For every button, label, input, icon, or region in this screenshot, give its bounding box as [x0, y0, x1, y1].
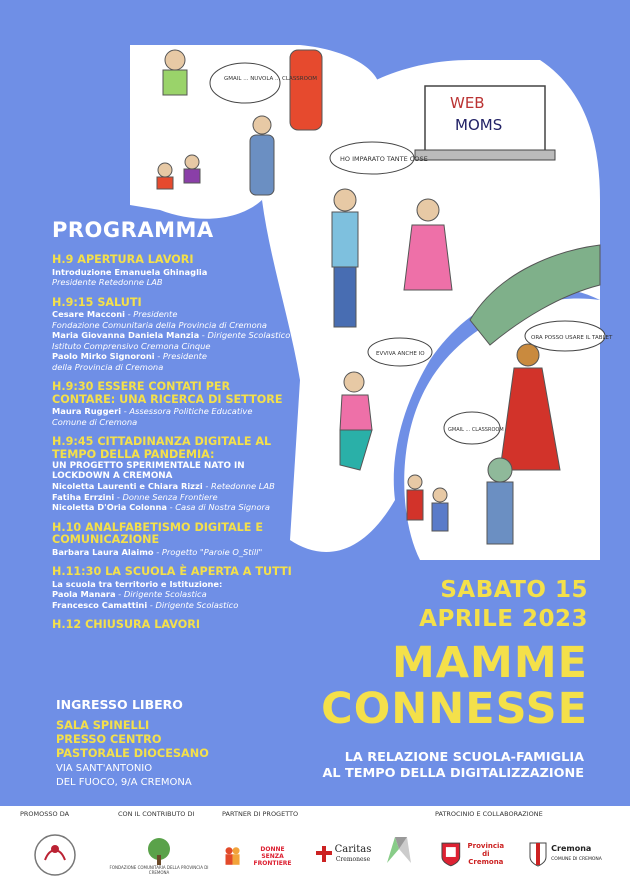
speaker-name: Nicoletta D'Oria Colonna — [52, 502, 167, 512]
speaker-role: Presidente Retedonne LAB — [52, 277, 163, 287]
speaker-org: Comune di Cremona — [52, 416, 138, 427]
speaker-role: - Casa di Nostra Signora — [166, 502, 271, 512]
bubble-text-3: EVVIVA ANCHE IO — [376, 351, 425, 357]
bubble-text-5: GMAIL ... CLASSROOM — [448, 427, 504, 433]
comune-logo-line-1: Cremona — [551, 844, 592, 853]
section-title: H.9:30 ESSERE CONTATI PER CONTARE: UNA RICERCA DI SETTORE — [52, 380, 283, 406]
footer-label-partners: PARTNER DI PROGETTO — [222, 810, 299, 818]
section-title: H.9:45 CITTADINANZA DIGITALE AL TEMPO DELLA PANDEMIA: — [52, 435, 272, 461]
bubble-text-2: HO IMPARATO TANTE COSE — [340, 155, 428, 163]
subtitle-line-1: LA RELAZIONE SCUOLA-FAMIGLIA — [344, 750, 584, 765]
speaker-name: Francesco Camattini — [52, 599, 148, 610]
dsf-logo-line-2: SENZA FRONTIERE — [253, 852, 292, 867]
free-entry-label: INGRESSO LIBERO — [56, 697, 183, 712]
section-title: H.10 ANALFABETISMO DIGITALE E COMUNICAZIONE — [52, 520, 263, 546]
laptop-text-web: WEB — [450, 94, 485, 112]
caritas-logo-line-1: Caritas — [334, 843, 372, 855]
bubble-text-1: GMAIL ... NUVOLA ... CLASSROOM — [224, 76, 318, 82]
speaker-role: - Dirigente Scolastico — [199, 330, 291, 340]
date-line-1: SABATO 15 — [440, 577, 588, 603]
bubble-text-4: ORA POSSO USARE IL TABLET — [531, 335, 613, 341]
section-title: H.12 CHIUSURA LAVORI — [52, 618, 200, 631]
speaker-org: Fondazione Comunitaria della Provincia di Cremona — [52, 319, 268, 330]
section-intro: La scuola tra territorio e Istituzione: — [52, 578, 223, 589]
speaker-name: Paola Manara — [52, 589, 116, 599]
venue-line-2: PRESSO CENTRO — [56, 733, 162, 746]
speaker-org: della Provincia di Cremona — [52, 361, 164, 372]
footer-label-patronage: PATROCINIO E COLLABORAZIONE — [435, 810, 543, 818]
title-line-1: MAMME — [391, 638, 588, 688]
venue-name: SALA SPINELLI — [56, 719, 150, 732]
speaker-role: - Presidente — [154, 351, 207, 361]
caritas-logo-line-2: Cremonese — [335, 855, 371, 863]
speaker-role: - Retedonne LAB — [202, 481, 275, 491]
speaker-name: Maura Ruggeri — [52, 406, 122, 416]
speaker-role: - Donne Senza Frontiere — [114, 491, 218, 502]
speaker-name: Nicoletta Laurenti e Chiara Rizzi — [52, 481, 203, 491]
section-subtitle: UN PROGETTO SPERIMENTALE NATO IN LOCKDOWN A CREMONA — [52, 461, 245, 481]
speaker-name: Barbara Laura Alaimo — [52, 546, 154, 557]
provincia-logo-line-2: di Cremona — [468, 850, 504, 866]
venue-address-2: DEL FUOCO, 9/A CREMONA — [56, 777, 192, 788]
footer-label-contribution: CON IL CONTRIBUTO DI — [118, 810, 195, 818]
speaker-name: Maria Giovanna Daniela Manzia — [52, 330, 200, 340]
speaker-name: Paolo Mirko Signoroni — [52, 351, 155, 361]
speaker-name: Fatiha Errzini — [52, 491, 115, 502]
footer-label-promoted: PROMOSSO DA — [20, 810, 70, 818]
subtitle-line-2: AL TEMPO DELLA DIGITALIZZAZIONE — [322, 766, 584, 781]
dsf-logo-line-1: DONNE — [260, 845, 285, 853]
speaker-name: Cesare Macconi — [52, 309, 126, 319]
section-title: H.11:30 LA SCUOLA È APERTA A TUTTI — [52, 565, 292, 578]
speaker-role: - Presidente — [125, 309, 178, 319]
venue-address-1: VIA SANT'ANTONIO — [56, 763, 153, 774]
laptop-text-moms: MOMS — [455, 116, 503, 134]
title-line-2: CONNESSE — [321, 684, 588, 734]
section-title: H.9:15 SALUTI — [52, 295, 142, 309]
speaker-role: - Dirigente Scolastica — [115, 589, 207, 599]
venue-line-3: PASTORALE DIOCESANO — [56, 747, 209, 760]
speaker-name: Introduzione Emanuela Ghinaglia — [52, 266, 208, 277]
speaker-role: - Dirigente Scolastico — [147, 599, 239, 610]
program-heading: PROGRAMMA — [52, 218, 214, 242]
speaker-role: - Assessora Politiche Educative — [121, 406, 253, 416]
date-line-2: APRILE 2023 — [419, 606, 588, 632]
speaker-role: - Progetto "Paroie O_Still" — [153, 546, 263, 557]
comune-logo-line-2: COMUNE DI CREMONA — [551, 857, 602, 862]
provincia-logo-line-1: Provincia — [467, 842, 505, 850]
fondazione-logo-text: FONDAZIONE COMUNITARIA DELLA PROVINCIA DI CREMONA — [109, 865, 209, 875]
speaker-org: Istituto Comprensivo Cremona Cinque — [52, 340, 211, 351]
section-title: H.9 APERTURA LAVORI — [52, 253, 194, 266]
